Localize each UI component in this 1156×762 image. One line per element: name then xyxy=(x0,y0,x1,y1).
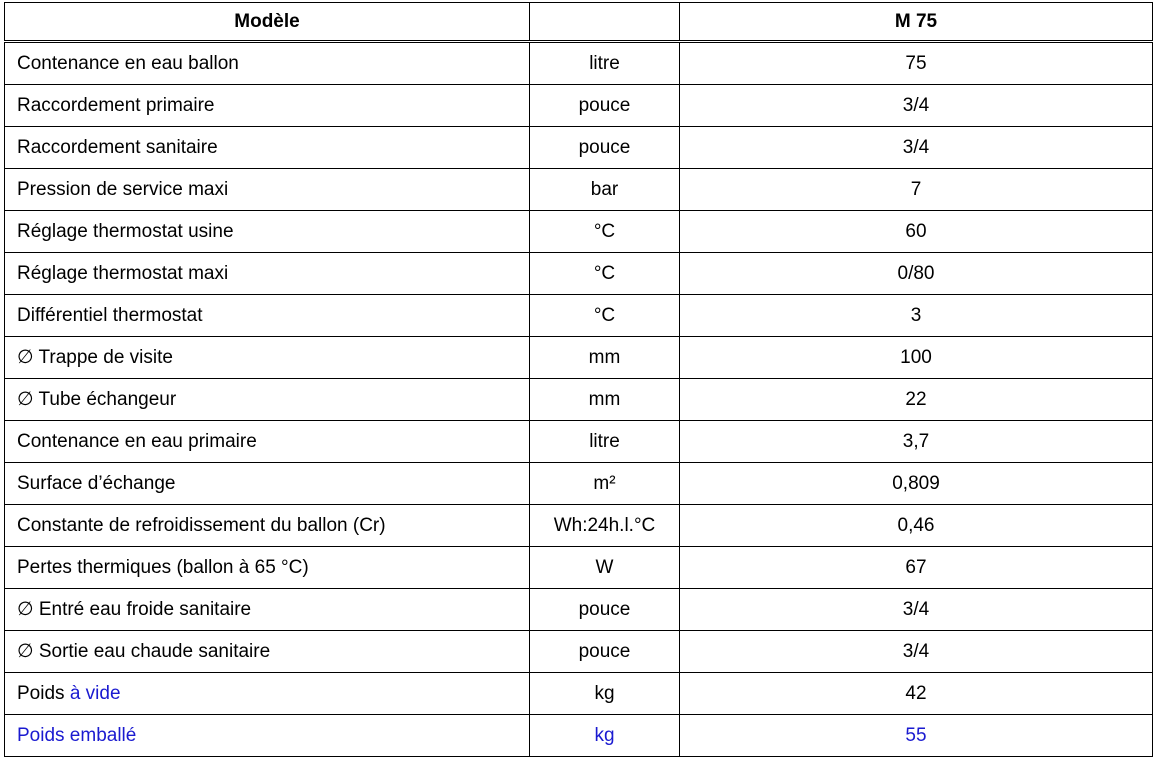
row-name: Raccordement primaire xyxy=(5,85,530,127)
row-name-highlight: à vide xyxy=(69,683,121,704)
row-name: ∅ Sortie eau chaude sanitaire xyxy=(5,631,530,673)
row-value: 22 xyxy=(680,379,1153,421)
row-name: Contenance en eau ballon xyxy=(5,42,530,85)
row-value: 7 xyxy=(680,169,1153,211)
row-value: 3 xyxy=(680,295,1153,337)
table-row xyxy=(5,631,1153,673)
table-header xyxy=(5,3,1153,42)
row-value: 67 xyxy=(680,547,1153,589)
header-model-label: Modèle xyxy=(5,3,530,42)
row-unit: pouce xyxy=(530,631,680,673)
row-name: Constante de refroidissement du ballon (Cr) xyxy=(5,505,530,547)
row-unit: pouce xyxy=(530,85,680,127)
row-unit: °C xyxy=(530,253,680,295)
row-unit: °C xyxy=(530,295,680,337)
table-row xyxy=(5,337,1153,379)
row-value: 75 xyxy=(680,42,1153,85)
row-unit: kg xyxy=(530,673,680,715)
header-model-value: M 75 xyxy=(680,3,1153,42)
row-value: 60 xyxy=(680,211,1153,253)
row-value: 0/80 xyxy=(680,253,1153,295)
row-unit: pouce xyxy=(530,127,680,169)
table-row xyxy=(5,85,1153,127)
row-unit: kg xyxy=(530,715,680,757)
row-name: Pertes thermiques (ballon à 65 °C) xyxy=(5,547,530,589)
table-row xyxy=(5,715,1153,757)
row-name: ∅ Entré eau froide sanitaire xyxy=(5,589,530,631)
row-name: Contenance en eau primaire xyxy=(5,421,530,463)
header-unit-label xyxy=(530,3,680,42)
row-name: Raccordement sanitaire xyxy=(5,127,530,169)
table-row xyxy=(5,589,1153,631)
row-value: 55 xyxy=(680,715,1153,757)
row-name: Différentiel thermostat xyxy=(5,295,530,337)
row-name: Réglage thermostat maxi xyxy=(5,253,530,295)
row-unit: litre xyxy=(530,42,680,85)
header-row xyxy=(5,3,1153,42)
row-name xyxy=(5,673,530,715)
row-name: Poids emballé xyxy=(5,715,530,757)
table-body xyxy=(5,42,1153,757)
table-row xyxy=(5,211,1153,253)
row-name: Pression de service maxi xyxy=(5,169,530,211)
table-row xyxy=(5,463,1153,505)
row-unit: Wh:24h.l.°C xyxy=(530,505,680,547)
row-value: 3/4 xyxy=(680,589,1153,631)
row-unit: °C xyxy=(530,211,680,253)
row-value: 3,7 xyxy=(680,421,1153,463)
table-row xyxy=(5,547,1153,589)
table-row xyxy=(5,295,1153,337)
table-row xyxy=(5,42,1153,85)
row-name: ∅ Tube échangeur xyxy=(5,379,530,421)
row-unit: bar xyxy=(530,169,680,211)
table-row xyxy=(5,253,1153,295)
row-unit: mm xyxy=(530,379,680,421)
row-value: 42 xyxy=(680,673,1153,715)
row-value: 0,809 xyxy=(680,463,1153,505)
row-value: 3/4 xyxy=(680,631,1153,673)
row-name: Réglage thermostat usine xyxy=(5,211,530,253)
table-row xyxy=(5,505,1153,547)
row-name: ∅ Trappe de visite xyxy=(5,337,530,379)
row-unit: W xyxy=(530,547,680,589)
row-value: 0,46 xyxy=(680,505,1153,547)
row-value: 100 xyxy=(680,337,1153,379)
table-row xyxy=(5,379,1153,421)
row-unit: m² xyxy=(530,463,680,505)
row-value: 3/4 xyxy=(680,85,1153,127)
row-unit: mm xyxy=(530,337,680,379)
row-name: Surface d’échange xyxy=(5,463,530,505)
row-value: 3/4 xyxy=(680,127,1153,169)
row-unit: pouce xyxy=(530,589,680,631)
table-row xyxy=(5,127,1153,169)
spec-table xyxy=(4,2,1153,757)
table-row xyxy=(5,673,1153,715)
row-name-prefix: Poids xyxy=(17,683,70,704)
row-unit: litre xyxy=(530,421,680,463)
table-row xyxy=(5,169,1153,211)
table-row xyxy=(5,421,1153,463)
